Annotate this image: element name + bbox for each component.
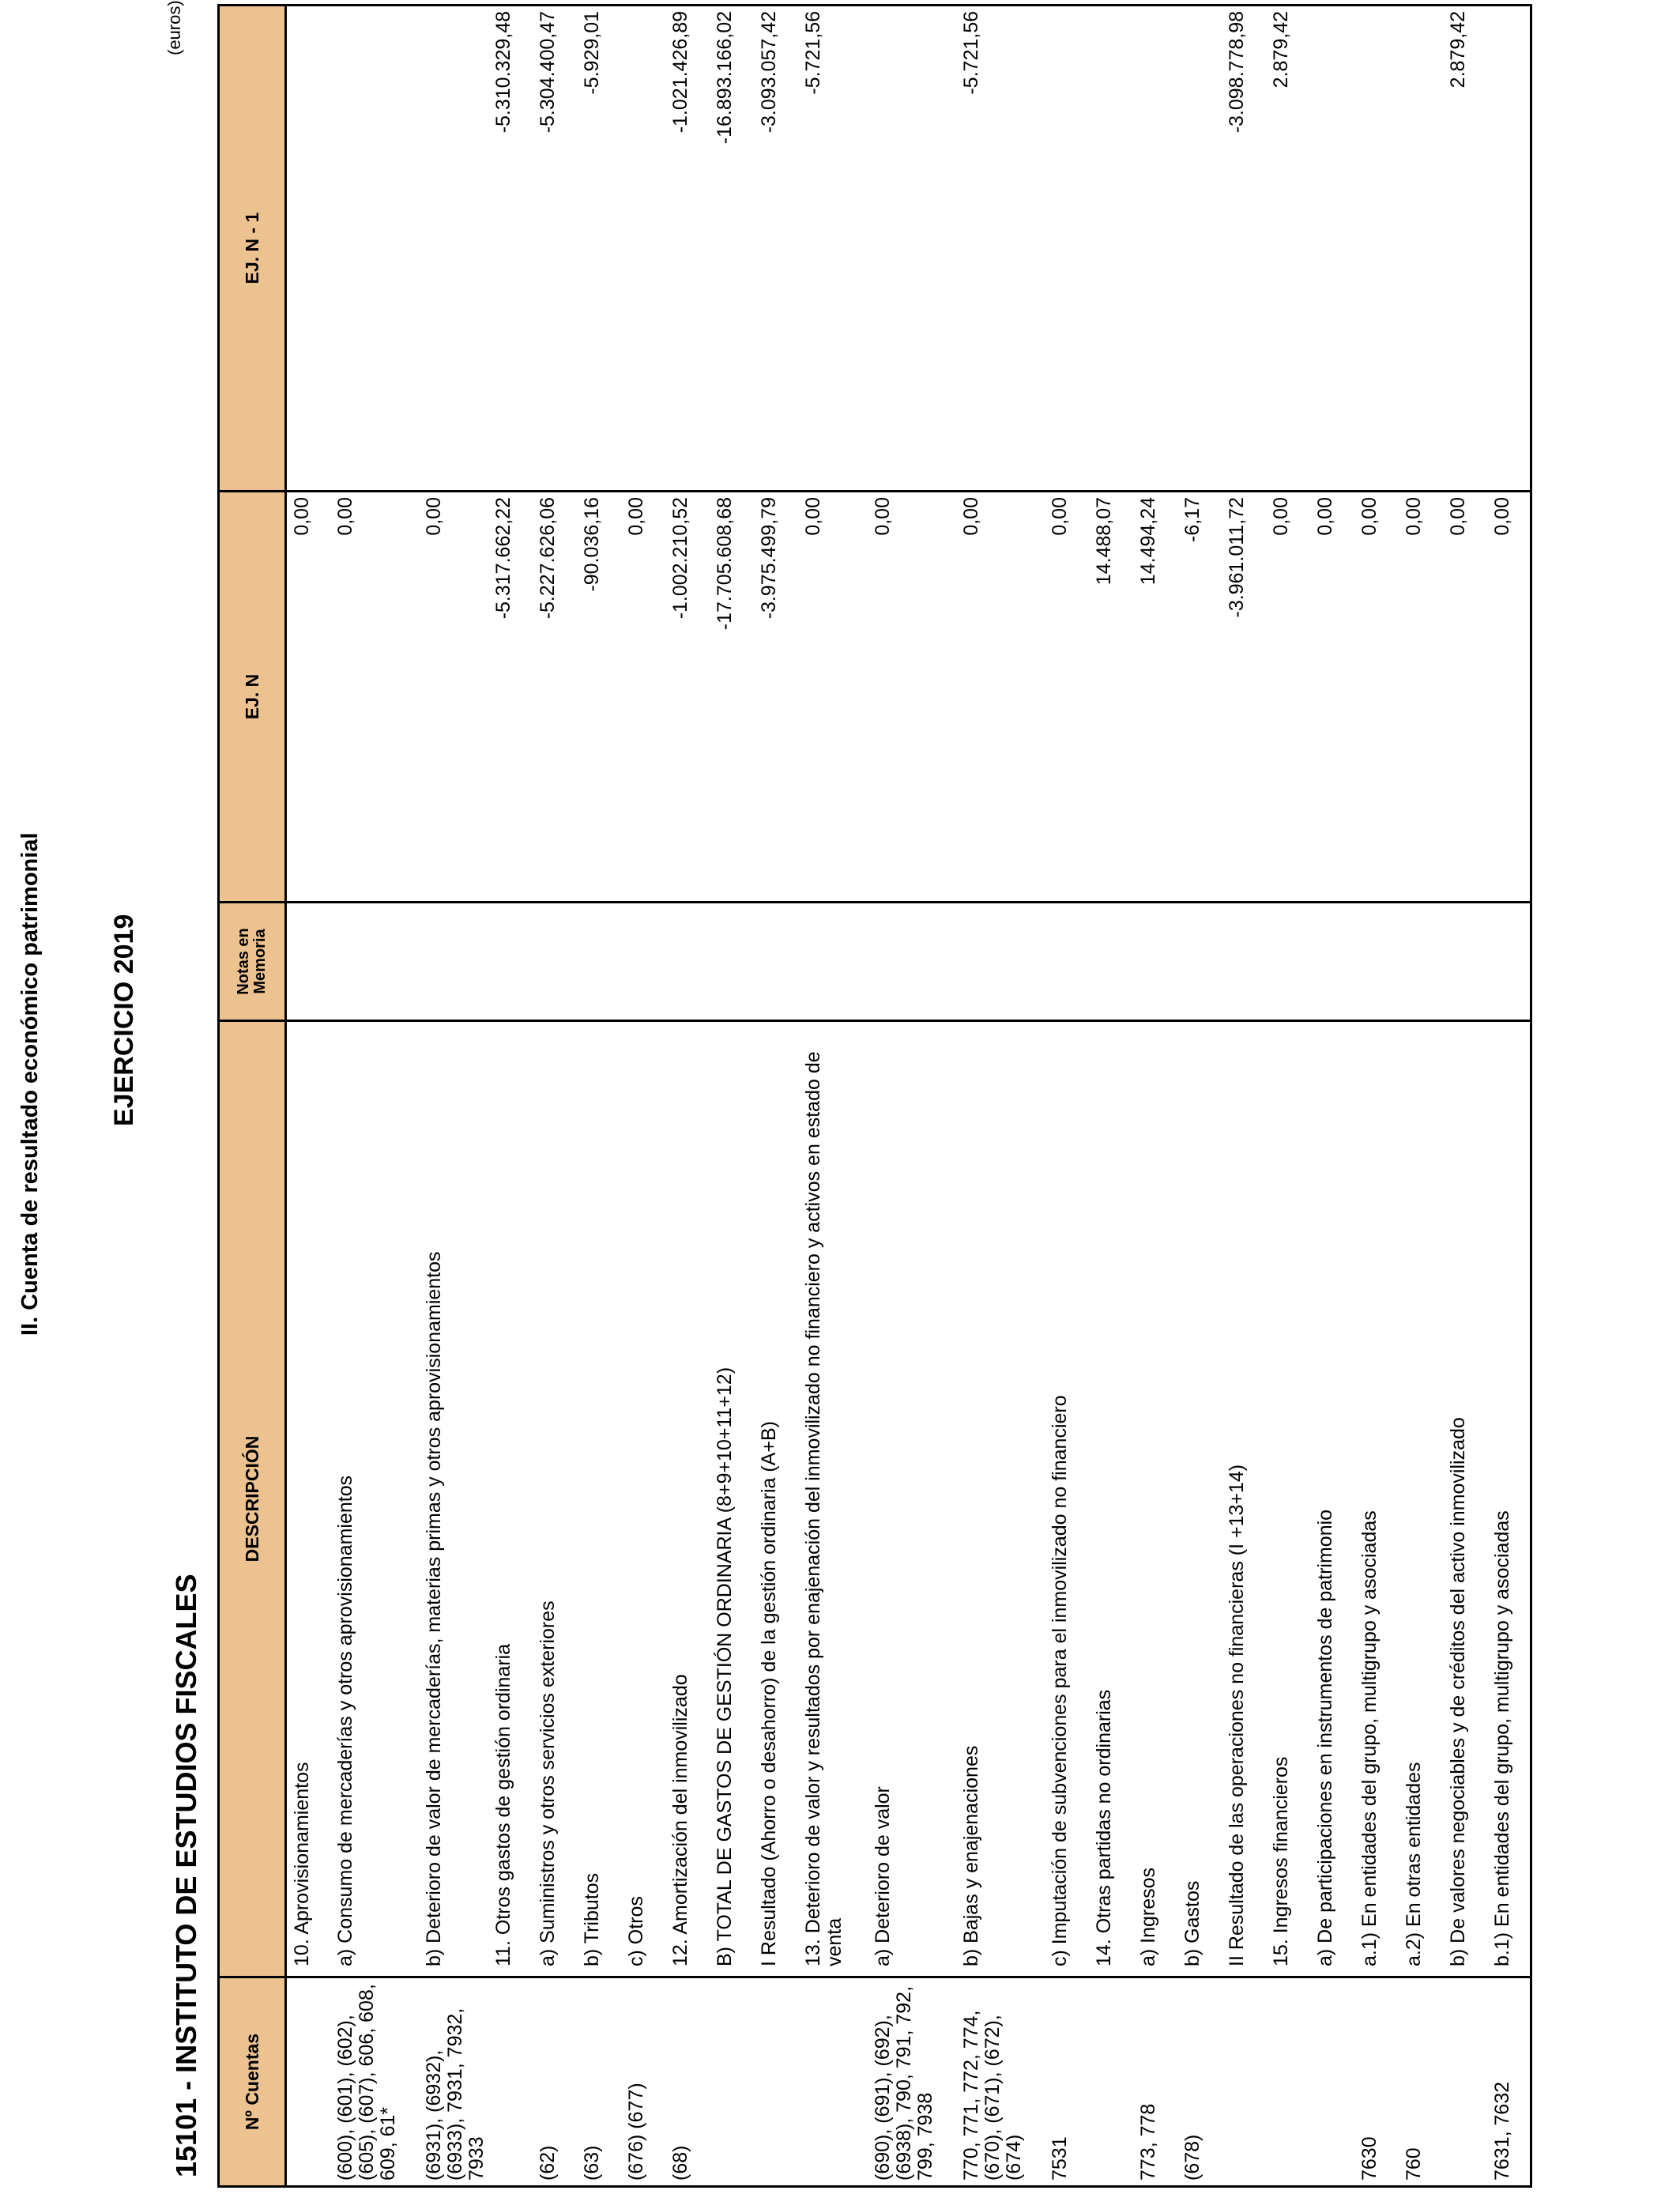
cell-notas [754, 903, 798, 1021]
cell-ej-n1: -5.929,01 [577, 6, 621, 492]
table-row [1310, 6, 1354, 2187]
table-row [1487, 6, 1531, 2187]
cell-ej-n1 [1310, 6, 1354, 492]
table-body [286, 6, 1531, 2187]
table-row [286, 6, 330, 2187]
cell-ej-n1 [1089, 6, 1133, 492]
cell-descripcion: b) Deterioro de valor de mercaderías, materias primas y otros aprovisionamientos [419, 1021, 488, 1977]
cell-notas [488, 903, 533, 1021]
table-row [419, 6, 488, 2187]
cell-notas [1487, 903, 1531, 1021]
cell-notas [1045, 903, 1089, 1021]
col-header-descripcion: DESCRIPCIÓN [219, 1021, 286, 1977]
cell-descripcion: a) De participaciones en instrumentos de patrimonio [1310, 1021, 1354, 1977]
cell-cuentas: 7631, 7632 [1487, 1977, 1531, 2187]
cell-descripcion: I Resultado (Ahorro o desahorro) de la gestión ordinaria (A+B) [754, 1021, 798, 1977]
rotated-table-container [217, 6, 1670, 2188]
cell-ej-n: -3.975.499,79 [754, 492, 798, 903]
cell-cuentas: 7531 [1045, 1977, 1089, 2187]
cell-ej-n1 [1399, 6, 1443, 492]
table-row [798, 6, 868, 2187]
cell-ej-n1 [1045, 6, 1089, 492]
cell-ej-n1: -5.721,56 [798, 6, 868, 492]
cell-descripcion: 14. Otras partidas no ordinarias [1089, 1021, 1133, 1977]
cell-cuentas [488, 1977, 533, 2187]
cell-notas [1310, 903, 1354, 1021]
cell-ej-n1: 2.879,42 [1443, 6, 1487, 492]
cell-ej-n1 [1133, 6, 1177, 492]
col-header-notas: Notas en Memoria [219, 903, 286, 1021]
cell-descripcion: c) Otros [621, 1021, 665, 1977]
exercise-title: EJERCICIO 2019 [109, 914, 139, 1126]
cell-notas [1266, 903, 1310, 1021]
cell-cuentas: (676) (677) [621, 1977, 665, 2187]
cell-ej-n1 [330, 6, 419, 492]
cell-ej-n1: 2.879,42 [1266, 6, 1310, 492]
cell-descripcion: B) TOTAL DE GASTOS DE GESTIÓN ORDINARIA (8+9+10+11+12) [710, 1021, 754, 1977]
cell-ej-n1 [1354, 6, 1399, 492]
cell-cuentas [1089, 1977, 1133, 2187]
cell-cuentas: 773, 778 [1133, 1977, 1177, 2187]
cell-notas [798, 903, 868, 1021]
cell-notas [533, 903, 577, 1021]
cell-descripcion: b) Bajas y enajenaciones [956, 1021, 1045, 1977]
table-row [1089, 6, 1133, 2187]
cell-ej-n: -5.227.626,06 [533, 492, 577, 903]
cell-ej-n: 0,00 [1310, 492, 1354, 903]
table-row [1133, 6, 1177, 2187]
table-row [1443, 6, 1487, 2187]
cell-ej-n: 0,00 [1487, 492, 1531, 903]
cell-ej-n: 14.494,24 [1133, 492, 1177, 903]
col-header-ej-n: EJ. N [219, 492, 286, 903]
cell-cuentas: (690), (691), (692), (6938), 790, 791, 792, 799, 7938 [868, 1977, 956, 2187]
table-row [710, 6, 754, 2187]
cell-descripcion: b) Tributos [577, 1021, 621, 1977]
cell-descripcion: a.1) En entidades del grupo, multigrupo y asociadas [1354, 1021, 1399, 1977]
cell-ej-n1 [868, 6, 956, 492]
table-row [754, 6, 798, 2187]
page-title: II. Cuenta de resultado económico patrimonial [17, 832, 43, 1336]
cell-ej-n: 0,00 [1399, 492, 1443, 903]
results-table [217, 4, 1532, 2188]
cell-ej-n: -90.036,16 [577, 492, 621, 903]
cell-cuentas: (600), (601), (602), (605), (607), 606, 608, 609, 61* [330, 1977, 419, 2187]
cell-ej-n: 0,00 [1045, 492, 1089, 903]
cell-ej-n: -3.961.011,72 [1222, 492, 1266, 903]
table-row [956, 6, 1045, 2187]
col-header-cuentas: Nº Cuentas [219, 1977, 286, 2187]
cell-ej-n: 0,00 [286, 492, 330, 903]
cell-ej-n: 0,00 [1443, 492, 1487, 903]
cell-cuentas [286, 1977, 330, 2187]
cell-notas [868, 903, 956, 1021]
cell-notas [577, 903, 621, 1021]
cell-notas [1399, 903, 1443, 1021]
cell-descripcion: a) Consumo de mercaderías y otros aprovisionamientos [330, 1021, 419, 1977]
table-row [1266, 6, 1310, 2187]
cell-cuentas: (68) [665, 1977, 710, 2187]
cell-ej-n: 14.488,07 [1089, 492, 1133, 903]
cell-notas [621, 903, 665, 1021]
table-row [868, 6, 956, 2187]
table-row [488, 6, 533, 2187]
cell-notas [1133, 903, 1177, 1021]
cell-descripcion: 13. Deterioro de valor y resultados por enajenación del inmovilizado no financiero y activos en estado de venta [798, 1021, 868, 1977]
cell-notas [1443, 903, 1487, 1021]
cell-ej-n1: -5.721,56 [956, 6, 1045, 492]
table-row [621, 6, 665, 2187]
cell-ej-n: 0,00 [956, 492, 1045, 903]
cell-cuentas: (62) [533, 1977, 577, 2187]
cell-ej-n: 0,00 [1354, 492, 1399, 903]
table-row [1177, 6, 1222, 2187]
table-row [1399, 6, 1443, 2187]
cell-ej-n1: -5.310.329,48 [488, 6, 533, 492]
cell-cuentas [710, 1977, 754, 2187]
cell-ej-n: 0,00 [621, 492, 665, 903]
unit-note: (euros) [164, 0, 184, 55]
cell-ej-n1 [621, 6, 665, 492]
cell-notas [330, 903, 419, 1021]
cell-ej-n1 [1487, 6, 1531, 492]
cell-descripcion: II Resultado de las operaciones no financieras (I +13+14) [1222, 1021, 1266, 1977]
cell-ej-n: -1.002.210,52 [665, 492, 710, 903]
cell-ej-n1 [1177, 6, 1222, 492]
table-row [1354, 6, 1399, 2187]
table-row [1222, 6, 1266, 2187]
cell-notas [1354, 903, 1399, 1021]
cell-descripcion: 12. Amortización del inmovilizado [665, 1021, 710, 1977]
cell-ej-n1: -3.098.778,98 [1222, 6, 1266, 492]
table-row [665, 6, 710, 2187]
cell-ej-n1: -1.021.426,89 [665, 6, 710, 492]
cell-cuentas [1222, 1977, 1266, 2187]
cell-notas [286, 903, 330, 1021]
cell-ej-n: -5.317.662,22 [488, 492, 533, 903]
cell-ej-n1 [419, 6, 488, 492]
cell-ej-n1: -5.304.400,47 [533, 6, 577, 492]
cell-ej-n1: -16.893.166,02 [710, 6, 754, 492]
cell-ej-n: 0,00 [419, 492, 488, 903]
cell-ej-n: -17.705.608,68 [710, 492, 754, 903]
cell-cuentas: 760 [1399, 1977, 1443, 2187]
col-header-ej-n1: EJ. N - 1 [219, 6, 286, 492]
cell-notas [1177, 903, 1222, 1021]
cell-descripcion: 11. Otros gastos de gestión ordinaria [488, 1021, 533, 1977]
cell-cuentas [798, 1977, 868, 2187]
cell-cuentas: 770, 771, 772, 774, (670), (671), (672), (674) [956, 1977, 1045, 2187]
cell-cuentas: (63) [577, 1977, 621, 2187]
cell-cuentas [1310, 1977, 1354, 2187]
cell-ej-n: 0,00 [330, 492, 419, 903]
cell-descripcion: a) Suministros y otros servicios exteriores [533, 1021, 577, 1977]
cell-notas [665, 903, 710, 1021]
cell-ej-n: 0,00 [868, 492, 956, 903]
cell-notas [710, 903, 754, 1021]
cell-descripcion: b) Gastos [1177, 1021, 1222, 1977]
cell-descripcion: 15. Ingresos financieros [1266, 1021, 1310, 1977]
table-row [533, 6, 577, 2187]
cell-ej-n1 [286, 6, 330, 492]
cell-cuentas [1443, 1977, 1487, 2187]
cell-cuentas [1266, 1977, 1310, 2187]
cell-descripcion: a.2) En otras entidades [1399, 1021, 1443, 1977]
cell-descripcion: b) De valores negociables y de créditos del activo inmovilizado [1443, 1021, 1487, 1977]
cell-ej-n: -6,17 [1177, 492, 1222, 903]
cell-descripcion: 10. Aprovisionamientos [286, 1021, 330, 1977]
cell-notas [1089, 903, 1133, 1021]
cell-cuentas: (6931), (6932), (6933), 7931, 7932, 7933 [419, 1977, 488, 2187]
cell-cuentas: 7630 [1354, 1977, 1399, 2187]
cell-descripcion: a) Deterioro de valor [868, 1021, 956, 1977]
cell-ej-n: 0,00 [1266, 492, 1310, 903]
cell-notas [1222, 903, 1266, 1021]
cell-descripcion: a) Ingresos [1133, 1021, 1177, 1977]
cell-notas [956, 903, 1045, 1021]
table-header-row [219, 6, 286, 2187]
cell-descripcion: b.1) En entidades del grupo, multigrupo y asociadas [1487, 1021, 1531, 1977]
entity-title: 15101 - INSTITUTO DE ESTUDIOS FISCALES [170, 1574, 202, 2177]
cell-notas [419, 903, 488, 1021]
cell-ej-n: 0,00 [798, 492, 868, 903]
cell-descripcion: c) Imputación de subvenciones para el inmovilizado no financiero [1045, 1021, 1089, 1977]
cell-ej-n1: -3.093.057,42 [754, 6, 798, 492]
cell-cuentas: (678) [1177, 1977, 1222, 2187]
cell-cuentas [754, 1977, 798, 2187]
table-row [1045, 6, 1089, 2187]
table-row [330, 6, 419, 2187]
table-row [577, 6, 621, 2187]
